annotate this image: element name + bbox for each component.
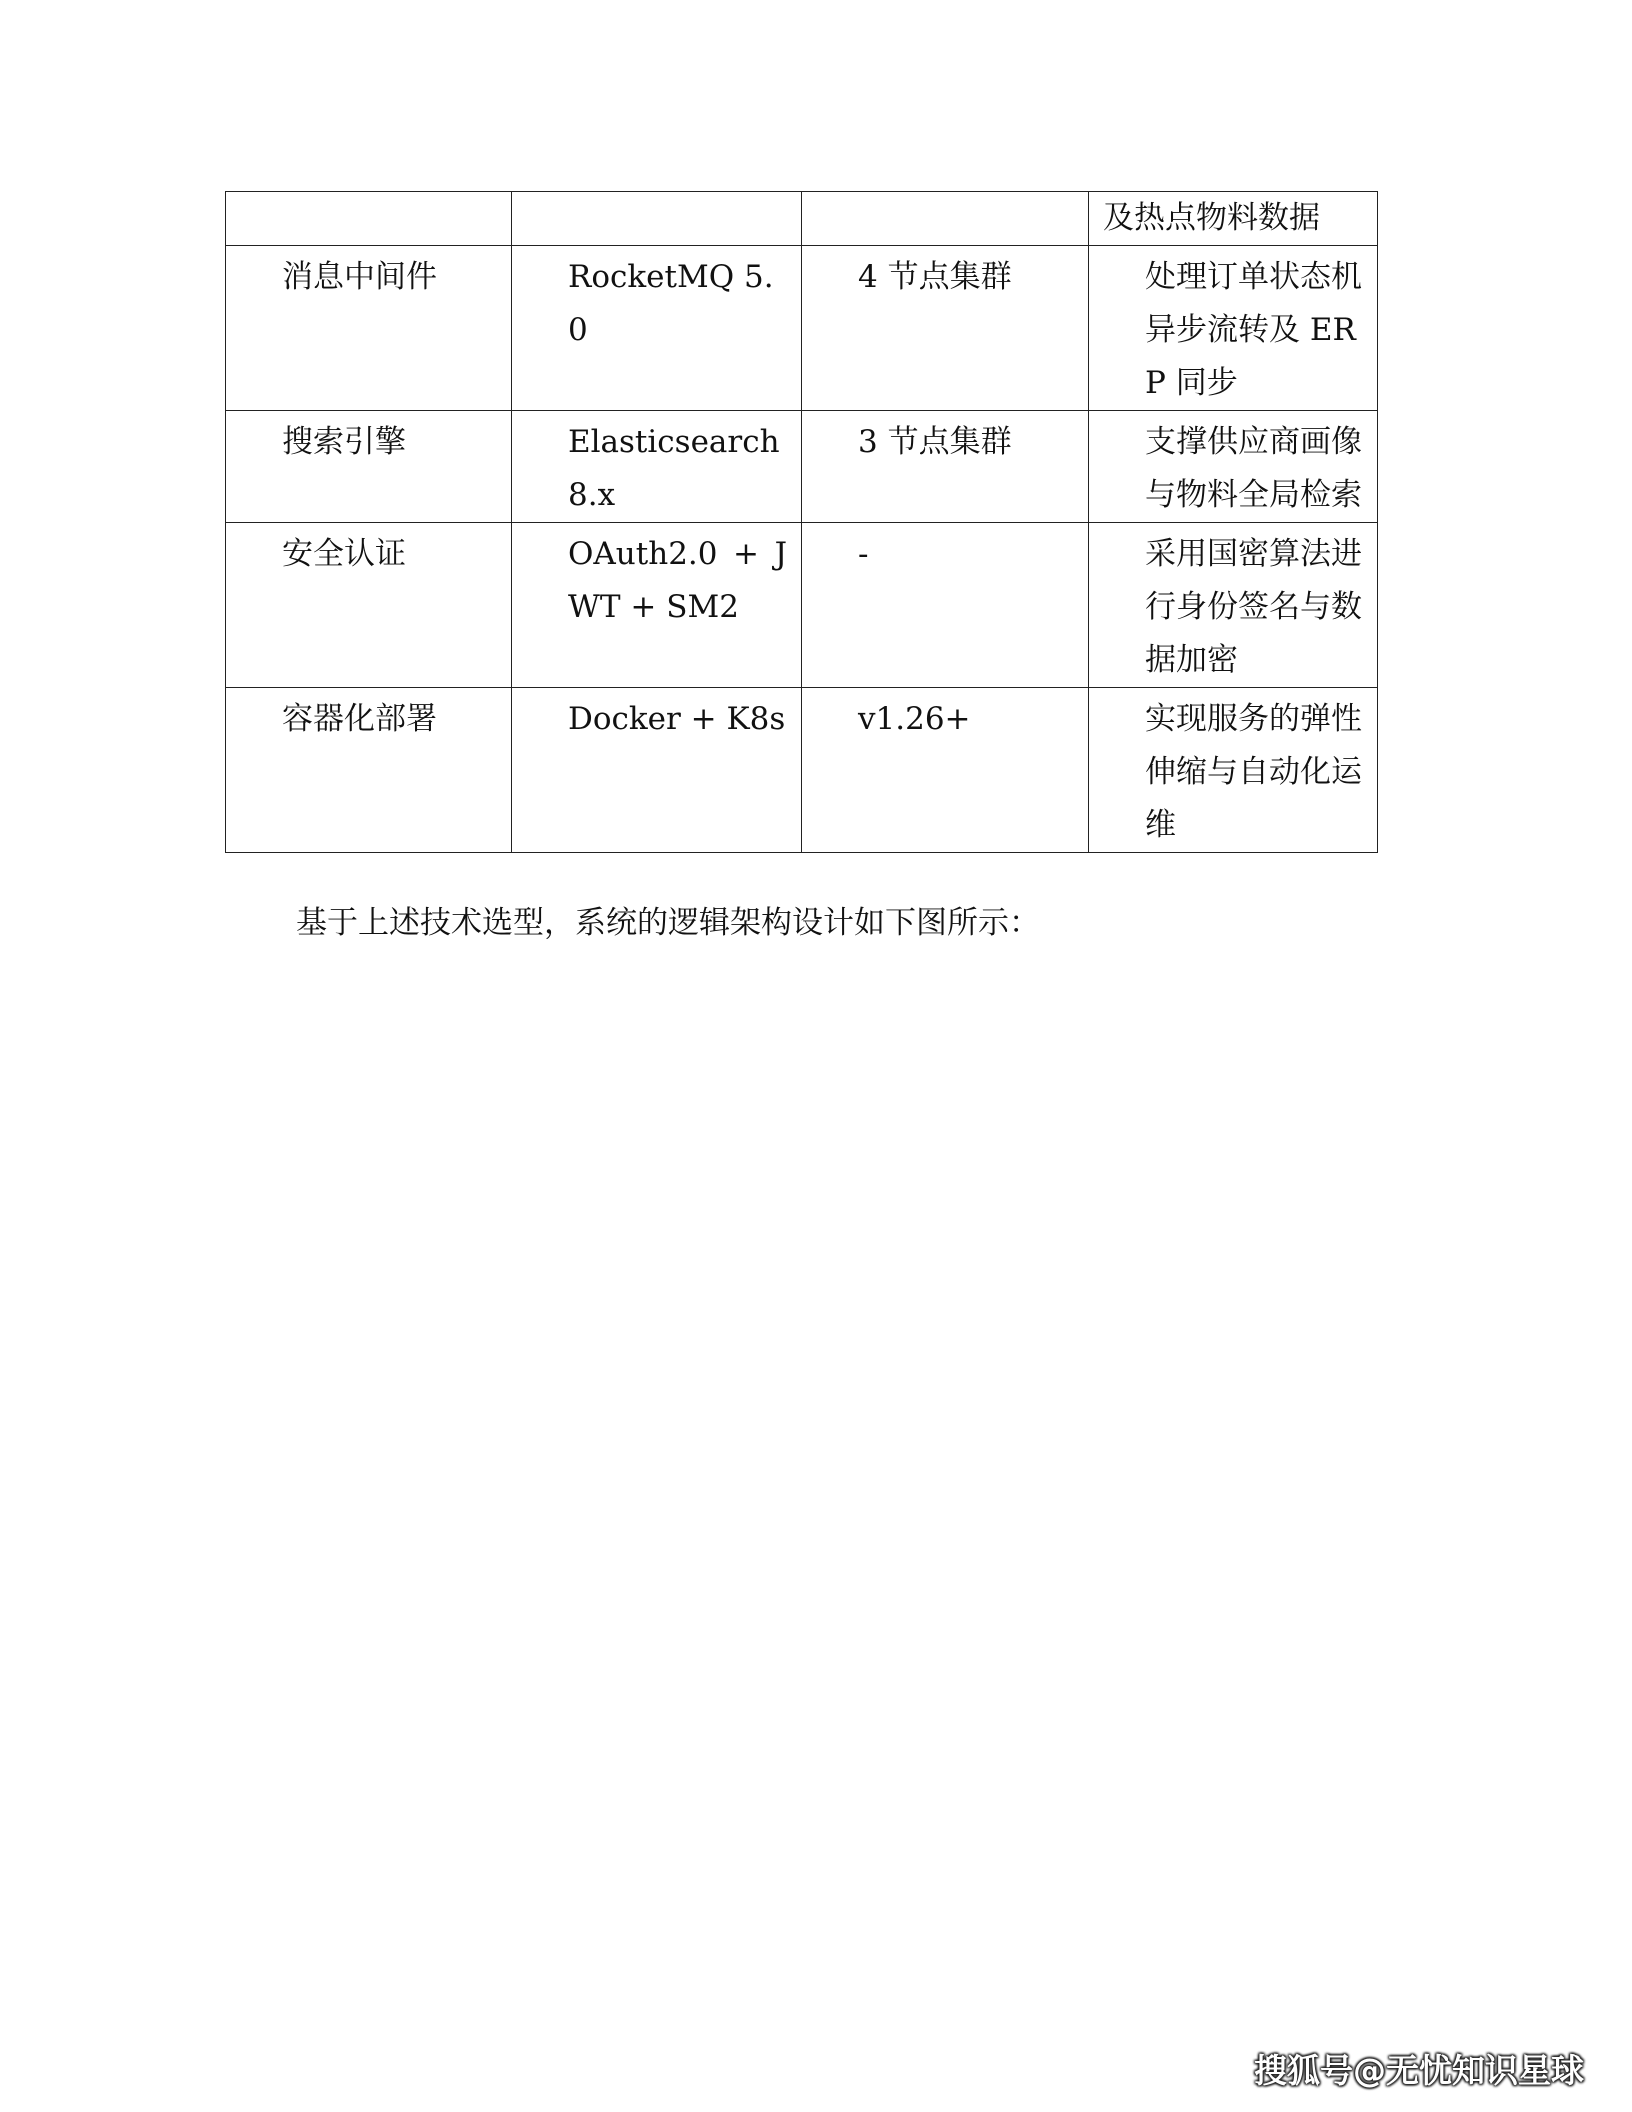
table-row bbox=[226, 523, 1378, 688]
category-cell: 消息中间件 bbox=[226, 246, 512, 411]
purpose-cell: 处理订单状态机异步流转及 ERP 同步 bbox=[1089, 246, 1378, 411]
tech-cell: Elasticsearch 8.x bbox=[512, 411, 802, 523]
spec-cell: 4 节点集群 bbox=[802, 246, 1089, 411]
spec-cell: 3 节点集群 bbox=[802, 411, 1089, 523]
category-cell: 容器化部署 bbox=[226, 688, 512, 853]
category-cell bbox=[226, 192, 512, 246]
purpose-cell: 实现服务的弹性伸缩与自动化运维 bbox=[1089, 688, 1378, 853]
purpose-cell: 及热点物料数据 bbox=[1089, 192, 1378, 246]
table-row bbox=[226, 192, 1378, 246]
category-cell: 搜索引擎 bbox=[226, 411, 512, 523]
tech-stack-table bbox=[225, 191, 1378, 853]
tech-cell bbox=[512, 192, 802, 246]
table-row bbox=[226, 246, 1378, 411]
spec-cell: v1.26+ bbox=[802, 688, 1089, 853]
purpose-cell: 支撑供应商画像与物料全局检索 bbox=[1089, 411, 1378, 523]
tech-cell: OAuth2.0 + JWT + SM2 bbox=[512, 523, 802, 688]
spec-cell bbox=[802, 192, 1089, 246]
body-paragraph: 基于上述技术选型，系统的逻辑架构设计如下图所示： bbox=[296, 905, 1040, 941]
tech-cell: RocketMQ 5.0 bbox=[512, 246, 802, 411]
spec-cell: - bbox=[802, 523, 1089, 688]
tech-cell: Docker + K8s bbox=[512, 688, 802, 853]
table-row bbox=[226, 688, 1378, 853]
purpose-cell: 采用国密算法进行身份签名与数据加密 bbox=[1089, 523, 1378, 688]
category-cell: 安全认证 bbox=[226, 523, 512, 688]
watermark: 搜狐号@无忧知识星球 bbox=[1254, 2051, 1584, 2090]
table-row bbox=[226, 411, 1378, 523]
